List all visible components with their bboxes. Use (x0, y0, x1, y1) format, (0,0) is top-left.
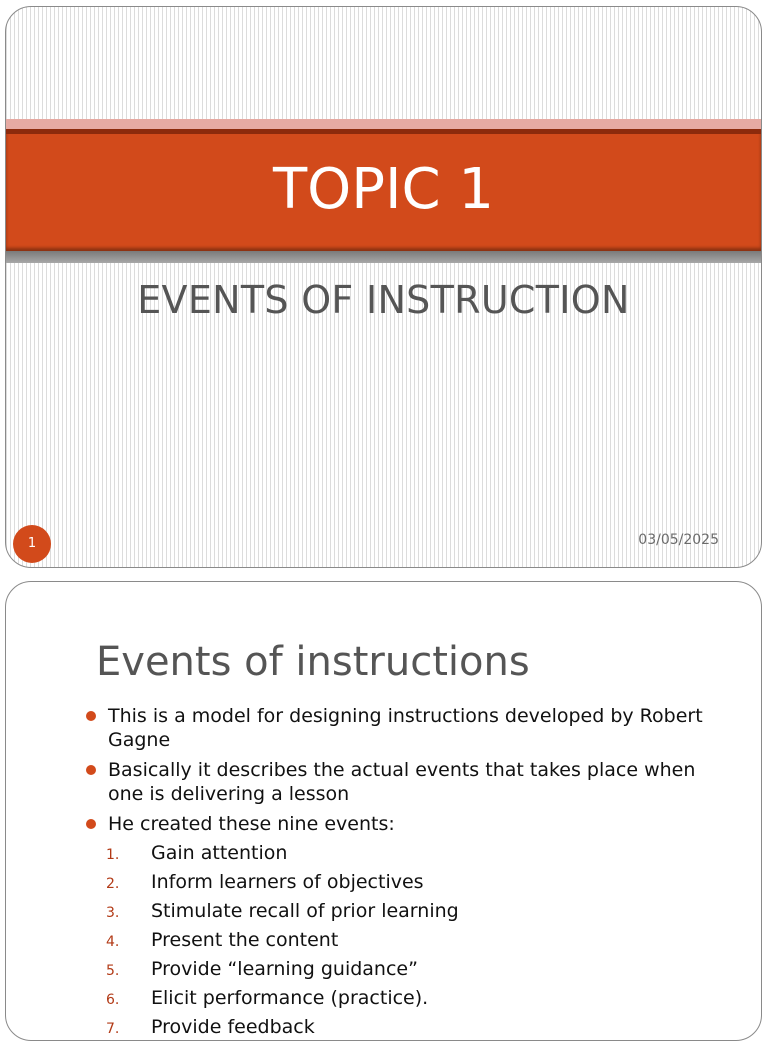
slide2-title: Events of instructions (96, 639, 530, 685)
event-number: 5. (106, 963, 120, 979)
bullet-text: Basically it describes the actual events that takes place when one is delivering a lesson (108, 759, 696, 805)
event-number: 2. (106, 876, 120, 892)
event-text: Gain attention (151, 842, 288, 864)
bullet-dot-icon (86, 765, 96, 775)
event-text: Provide “learning guidance” (151, 958, 418, 980)
event-number: 4. (106, 934, 120, 950)
event-item (106, 927, 706, 956)
event-item (106, 840, 706, 869)
bullet-item (84, 812, 724, 836)
nine-events-list (106, 840, 706, 1041)
slide-date: 03/05/2025 (638, 532, 719, 548)
event-item (106, 985, 706, 1014)
slide-subtitle: EVENTS OF INSTRUCTION (137, 278, 630, 322)
event-item (106, 869, 706, 898)
bullet-item (84, 704, 724, 752)
slide-1 (5, 6, 762, 568)
bullet-text: This is a model for designing instructions developed by Robert Gagne (108, 705, 703, 751)
slide-2 (5, 581, 762, 1041)
slide-title: TOPIC 1 (272, 157, 495, 222)
bullet-item (84, 758, 724, 806)
event-item (106, 898, 706, 927)
event-item (106, 1014, 706, 1041)
event-item (106, 956, 706, 985)
bullet-list (84, 704, 724, 842)
pink-band (6, 119, 761, 129)
event-number: 3. (106, 905, 120, 921)
event-number: 7. (106, 1021, 120, 1037)
event-number: 6. (106, 992, 120, 1008)
event-text: Present the content (151, 929, 339, 951)
event-text: Stimulate recall of prior learning (151, 900, 459, 922)
event-text: Inform learners of objectives (151, 871, 424, 893)
event-text: Provide feedback (151, 1016, 315, 1038)
event-number: 1. (106, 847, 120, 863)
bullet-text: He created these nine events: (108, 813, 395, 835)
event-text: Elicit performance (practice). (151, 987, 429, 1009)
shadow-band (6, 251, 761, 263)
slide-number-badge: 1 (13, 525, 51, 563)
bullet-dot-icon (86, 819, 96, 829)
bullet-dot-icon (86, 711, 96, 721)
